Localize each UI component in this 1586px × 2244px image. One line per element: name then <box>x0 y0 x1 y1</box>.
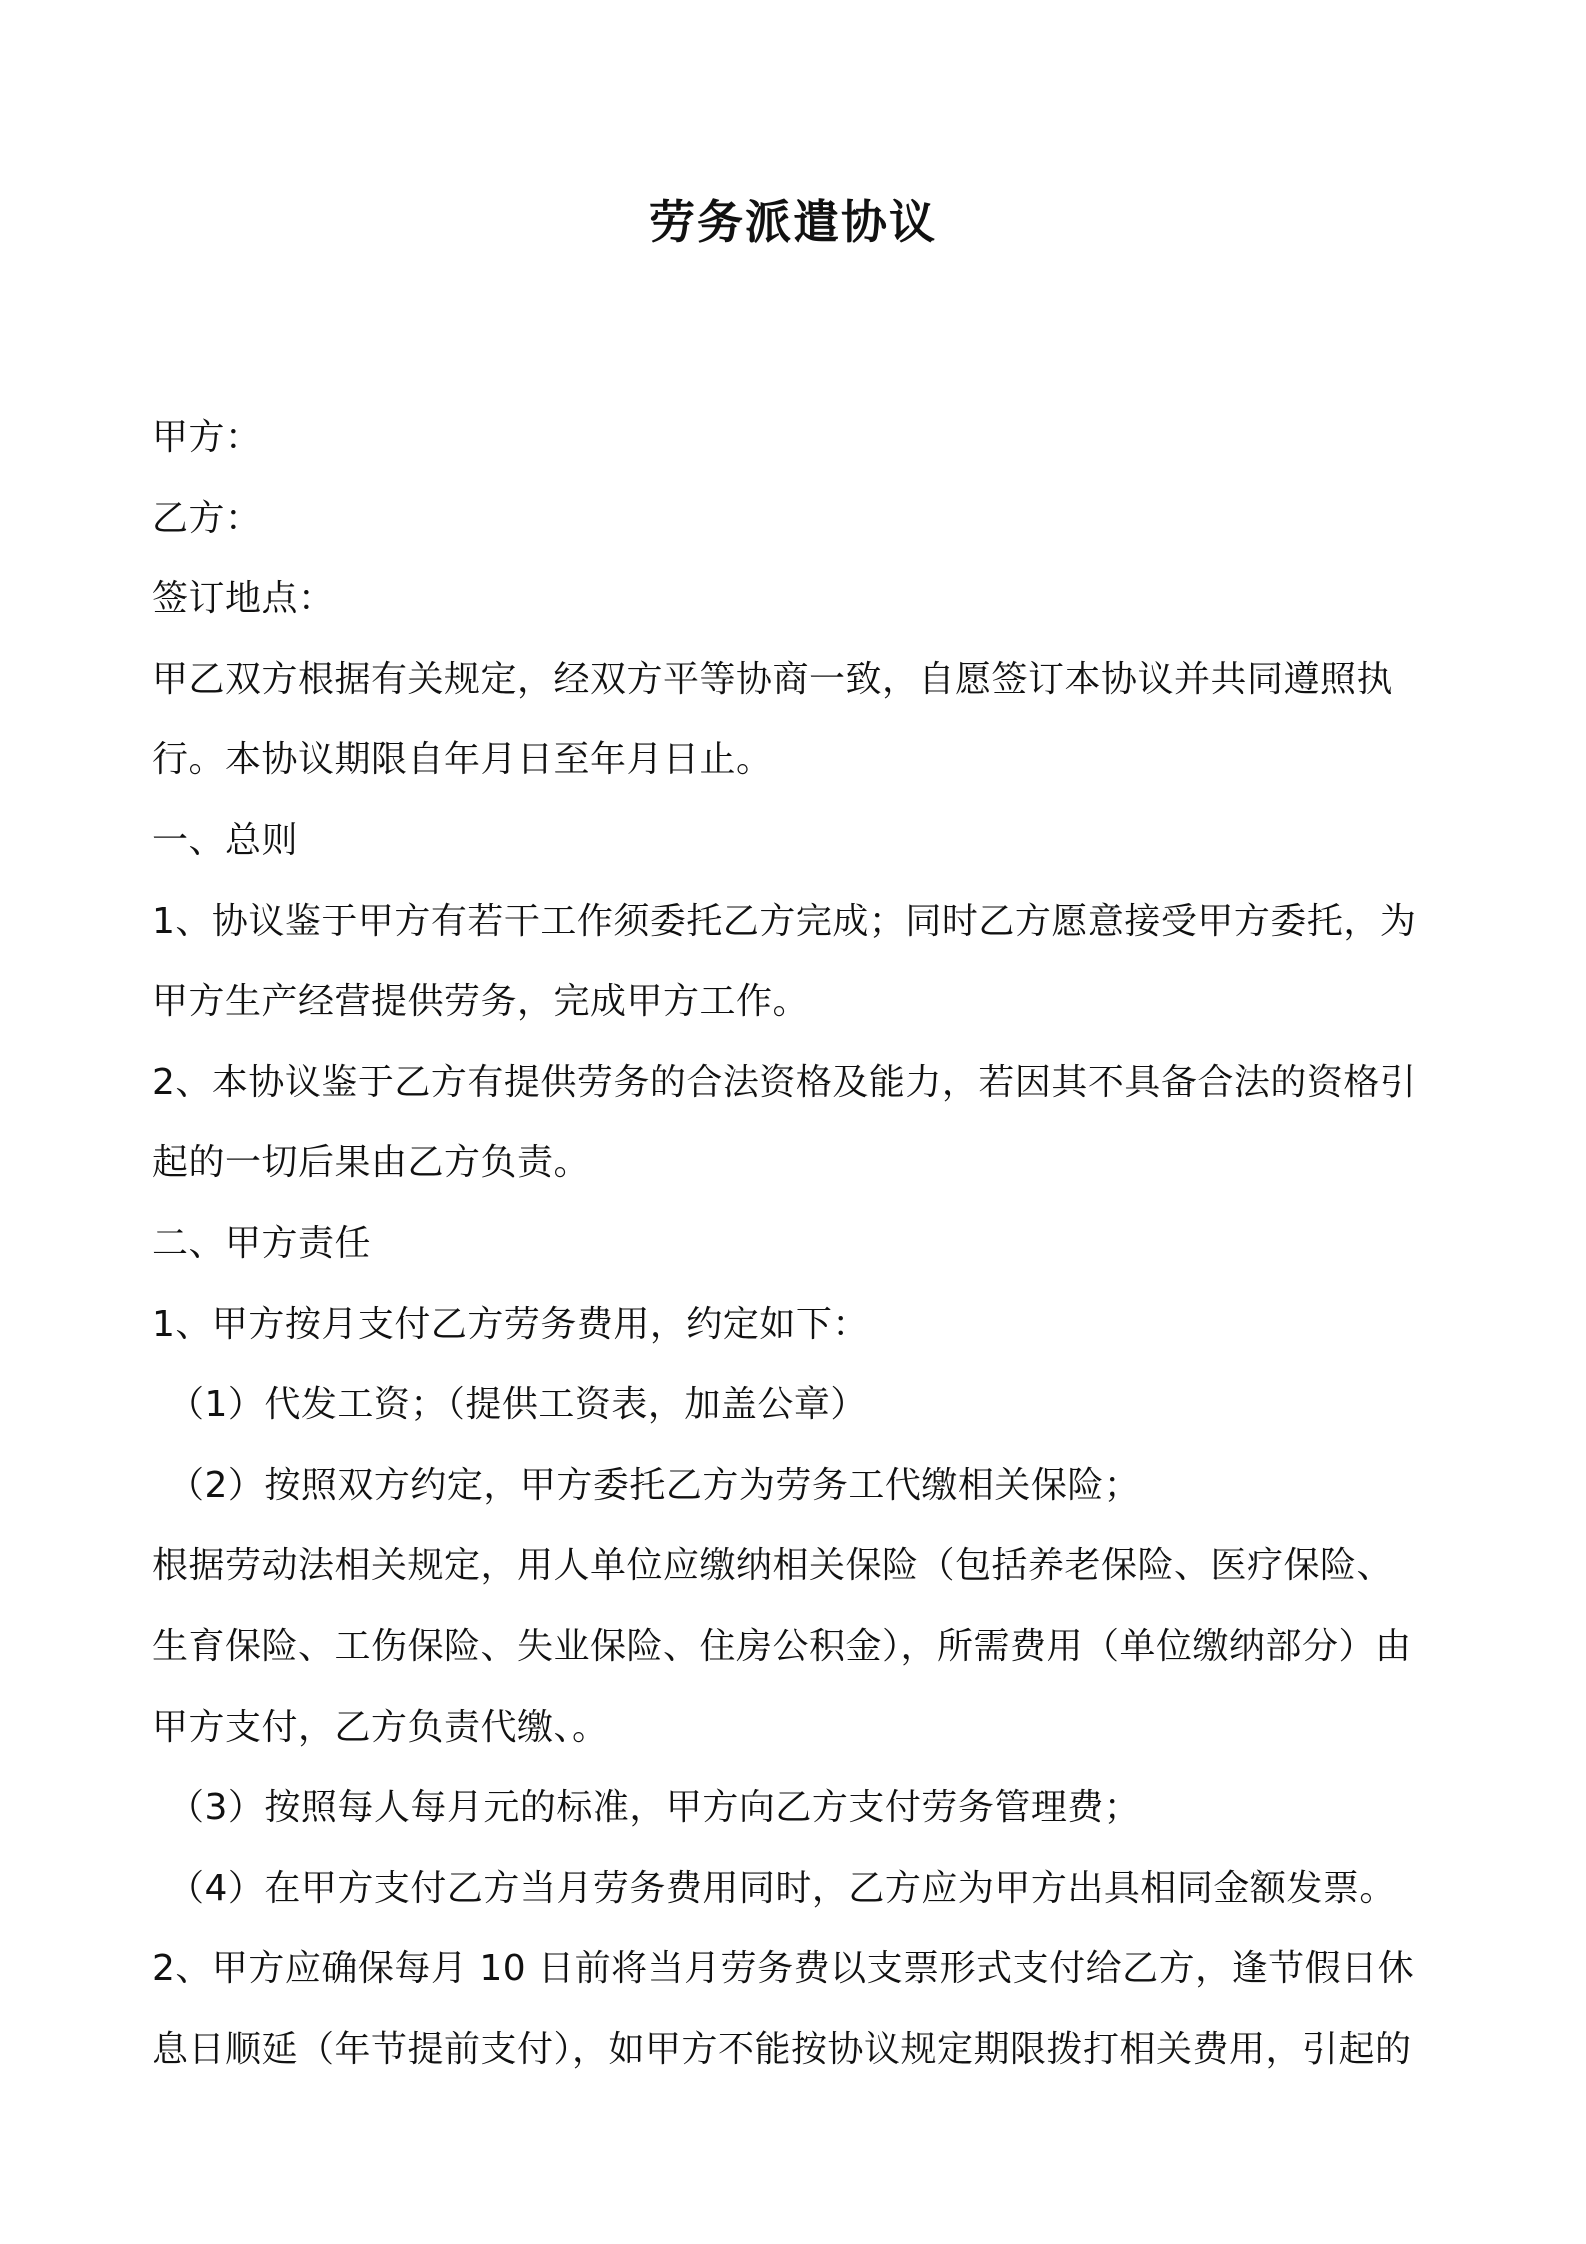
paragraph-line: 1、甲方按月支付乙方劳务费用，约定如下： <box>152 1303 869 1345</box>
section-heading: 二、甲方责任 <box>152 1222 372 1264</box>
list-item: （2）按照双方约定，甲方委托乙方为劳务工代缴相关保险； <box>168 1464 1141 1506</box>
paragraph-line: 息日顺延（年节提前支付），如甲方不能按协议规定期限拨打相关费用，引起的 <box>152 2028 1412 2070</box>
signing-location-line: 签订地点： <box>152 578 335 620</box>
paragraph-line: 甲方支付，乙方负责代缴、。 <box>152 1706 609 1748</box>
paragraph-line: 甲方生产经营提供劳务，完成甲方工作。 <box>152 981 810 1023</box>
paragraph-line: 2、甲方应确保每月 10 日前将当月劳务费以支票形式支付给乙方，逢节假日休 <box>152 1948 1415 1990</box>
section-heading: 一、总则 <box>152 819 299 861</box>
paragraph-line: 根据劳动法相关规定，用人单位应缴纳相关保险（包括养老保险、医疗保险、 <box>152 1545 1394 1587</box>
paragraph-line: 2、本协议鉴于乙方有提供劳务的合法资格及能力，若因其不具备合法的资格引 <box>152 1061 1417 1103</box>
list-item: （4）在甲方支付乙方当月劳务费用同时，乙方应为甲方出具相同金额发票。 <box>168 1867 1396 1909</box>
paragraph-line: 1、协议鉴于甲方有若干工作须委托乙方完成；同时乙方愿意接受甲方委托，为 <box>152 900 1417 942</box>
list-item: （1）代发工资；（提供工资表，加盖公章） <box>168 1384 867 1426</box>
party-a-line: 甲方： <box>152 417 262 458</box>
paragraph-line: 甲乙双方根据有关规定，经双方平等协商一致，自愿签订本协议并共同遵照执 <box>152 658 1394 700</box>
paragraph-line: 起的一切后果由乙方负责。 <box>152 1142 591 1184</box>
document-title: 劳务派遣协议 <box>649 195 937 249</box>
party-b-line: 乙方： <box>152 497 262 539</box>
list-item: （3）按照每人每月元的标准，甲方向乙方支付劳务管理费； <box>168 1787 1141 1829</box>
paragraph-line: 生育保险、工伤保险、失业保险、住房公积金），所需费用（单位缴纳部分）由 <box>152 1625 1412 1667</box>
document-body <box>152 398 1452 2090</box>
paragraph-line: 行。本协议期限自年月日至年月日止。 <box>152 739 773 781</box>
